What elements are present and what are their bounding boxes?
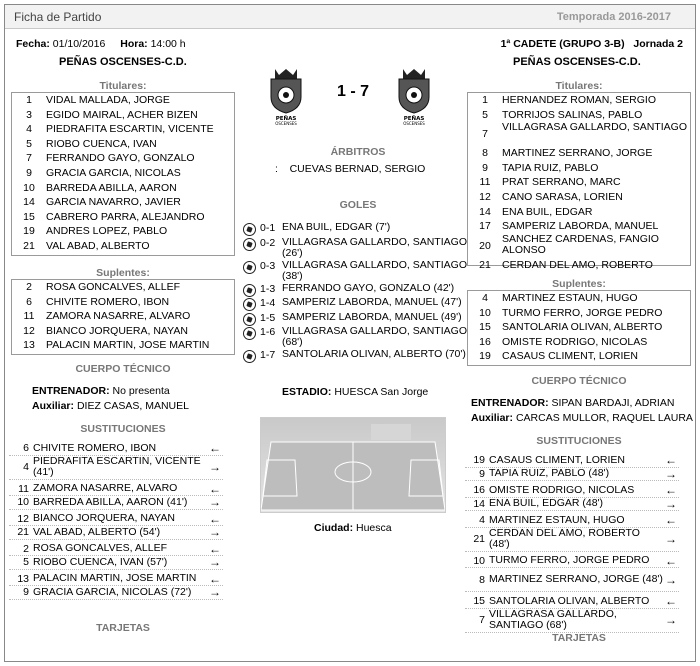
arrow-right-icon: → [209,555,221,570]
player-row [468,335,690,350]
city: Ciudad: Huesca [314,522,392,534]
sub-player-number: 15 [473,595,485,608]
substitution-row [465,484,679,498]
goles-heading: GOLES [339,199,377,211]
player-row [12,324,234,339]
player-name: VILLAGRASA GALLARDO, SANTIAGO [502,122,687,134]
substitution-row [465,498,679,512]
soccer-ball-icon [243,238,256,251]
player-number: 21 [23,239,35,252]
player-name: TURMO FERRO, JORGE PEDRO [502,306,663,319]
arrow-left-icon: ← [209,571,221,586]
player-name: SANTOLARIA OLIVAN, ALBERTO [502,321,663,334]
sub-player-name: TURMO FERRO, JORGE PEDRO [489,554,650,567]
away-crest-icon [391,65,437,127]
arrow-right-icon: → [209,525,221,540]
player-row [12,195,234,210]
player-number: 19 [479,350,491,363]
arrow-left-icon: ← [665,513,677,528]
goal-scorer: SAMPERIZ LABORDA, MANUEL (47') [282,296,462,308]
arrow-right-icon: → [209,495,221,510]
sub-player-number: 12 [17,512,29,525]
player-row [12,295,234,310]
svg-text:OSCENSES: OSCENSES [403,121,425,126]
player-number: 16 [479,335,491,348]
substitution-row [465,454,679,468]
sub-player-name: PIEDRAFITA ESCARTIN, VICENTE (41') [33,455,201,478]
player-name: FERRANDO GAYO, GONZALO [46,152,195,165]
sub-player-name: RIOBO CUENCA, IVAN (57') [33,555,168,568]
player-row [12,239,234,254]
svg-text:PEÑAS: PEÑAS [275,116,297,122]
away-cuerpo-heading: CUERPO TÉCNICO [531,375,627,387]
away-suplentes-heading: Suplentes: [552,278,606,290]
arrow-right-icon: → [209,585,221,600]
arrow-right-icon: → [665,496,677,511]
match-sheet [4,4,696,662]
sub-player-number: 4 [479,514,485,527]
player-number: 15 [23,210,35,223]
goal-row [243,326,473,348]
sub-player-number: 8 [479,573,485,586]
player-number: 8 [482,147,488,160]
player-name: TAPIA RUIZ, PABLO [502,161,599,174]
substitution-row [9,586,223,600]
svg-text:OSCENSES: OSCENSES [275,121,297,126]
sub-player-name: CASAUS CLIMENT, LORIEN [489,453,625,466]
away-titulares-heading: Titulares: [555,80,603,92]
sub-player-number: 10 [17,496,29,509]
goal-score: 0-3 [260,259,276,272]
player-row [12,224,234,239]
player-name: CERDAN DEL AMO, ROBERTO [502,258,653,271]
substitution-row [9,573,223,587]
home-tarjetas-heading: TARJETAS [96,622,150,634]
sub-player-name: OMISTE RODRIGO, NICOLAS [489,483,635,496]
soccer-ball-icon [243,327,256,340]
sub-player-number: 13 [17,572,29,585]
player-row [468,161,690,176]
player-number: 4 [482,292,488,304]
competition-info: 1ª CADETE (GRUPO 3-B) Jornada 2 [500,38,683,50]
player-number: 13 [23,339,35,352]
away-sust-heading: SUSTITUCIONES [536,435,622,447]
player-row [12,210,234,225]
goal-row [243,312,473,326]
home-coach: ENTRENADOR: No presenta [32,385,170,397]
away-substitutions [465,454,679,633]
player-name: BIANCO JORQUERA, NAYAN [46,324,188,337]
svg-text:PEÑAS: PEÑAS [403,116,425,122]
sub-player-number: 16 [473,484,485,497]
sub-player-name: ZAMORA NASARRE, ALVARO [33,482,178,495]
player-name: BARREDA ABILLA, AARON [46,181,177,194]
sub-player-name: MARTINEZ SERRANO, JORGE (48') [489,573,663,585]
player-number: 21 [479,258,491,271]
sub-player-number: 7 [479,614,485,626]
player-number: 11 [23,310,35,323]
sub-player-number: 10 [473,554,485,567]
soccer-ball-icon [243,350,256,363]
sub-player-name: VAL ABAD, ALBERTO (54') [33,525,161,538]
sub-player-number: 9 [23,586,29,599]
sub-player-name: SANTOLARIA OLIVAN, ALBERTO [489,594,650,607]
sub-player-number: 19 [473,454,485,467]
player-row [12,122,234,137]
player-number: 5 [482,108,488,121]
arrow-left-icon: ← [665,453,677,468]
player-name: CANO SARASA, LORIEN [502,190,623,203]
title-bar [5,5,695,29]
player-row [12,93,234,108]
player-row [468,234,690,258]
player-name: ENA BUIL, EDGAR [502,205,593,218]
arrow-right-icon: → [665,613,677,627]
substitution-row [9,483,223,497]
goal-scorer: SAMPERIZ LABORDA, MANUEL (49') [282,310,462,323]
arrow-left-icon: ← [665,553,677,568]
player-number: 9 [482,161,488,174]
goal-score: 1-4 [260,297,276,309]
sub-player-number: 5 [23,556,29,569]
arbitros-heading: ÁRBITROS [330,146,386,158]
season-label: Temporada 2016-2017 [556,11,671,23]
goal-row [243,297,473,311]
sub-player-name: MARTINEZ ESTAUN, HUGO [489,513,625,526]
player-number: 15 [479,321,491,334]
goal-score: 1-3 [260,282,276,295]
player-name: CHIVITE ROMERO, IBON [46,295,170,308]
match-date: Fecha: 01/10/2016 Hora: 14:00 h [16,38,186,50]
player-row [12,166,234,181]
away-coach: ENTRENADOR: SIPAN BARDAJI, ADRIAN [471,397,675,409]
player-row [468,175,690,190]
home-starters-list [11,92,235,256]
home-crest-icon [263,65,309,127]
away-team-name: PEÑAS OSCENSES-C.D. [513,56,641,68]
arrow-left-icon: ← [665,483,677,498]
player-row [12,338,234,353]
arrow-right-icon: → [665,532,677,546]
home-assistant: Auxiliar: DIEZ CASAS, MANUEL [32,400,189,412]
away-subs-list [467,290,691,366]
goal-score: 0-1 [260,222,276,234]
goal-scorer: VILLAGRASA GALLARDO, SANTIAGO (26') [282,235,467,259]
arrow-left-icon: ← [209,541,221,556]
goal-scorer: ENA BUIL, EDGAR (7') [282,221,391,233]
player-row [468,146,690,161]
goal-score: 1-6 [260,326,276,338]
substitution-row [9,496,223,510]
sub-player-number: 9 [479,467,485,480]
arrow-left-icon: ← [209,441,221,456]
sub-player-name: CHIVITE ROMERO, IBON [33,441,157,454]
player-row [12,181,234,196]
player-number: 14 [23,196,35,209]
substitution-row [465,568,679,592]
player-number: 12 [23,324,35,337]
goal-row [243,283,473,297]
stadium-field-image [260,417,446,513]
substitution-row [9,526,223,540]
player-number: 17 [479,220,491,233]
arrow-left-icon: ← [209,481,221,496]
player-name: SANCHEZ CARDENAS, FANGIO ALONSO [502,233,659,256]
substitution-row [465,468,679,482]
substitution-row [465,528,679,552]
sub-player-name: PALACIN MARTIN, JOSE MARTIN [33,572,197,585]
player-number: 20 [479,239,491,252]
sub-player-name: ENA BUIL, EDGAR (48') [489,497,604,510]
sub-player-name: BARREDA ABILLA, AARON (41') [33,495,188,508]
away-tarjetas-heading: TARJETAS [552,632,606,644]
player-row [12,309,234,324]
sub-player-name: CERDAN DEL AMO, ROBERTO (48') [489,527,640,550]
sub-player-number: 4 [23,461,29,473]
player-name: CABRERO PARRA, ALEJANDRO [46,210,205,223]
player-name: PRAT SERRANO, MARC [502,176,621,189]
goal-row [243,222,473,236]
pitch-icon [261,418,445,512]
player-name: HERNANDEZ ROMAN, SERGIO [502,94,657,106]
goal-score: 1-5 [260,311,276,324]
substitution-row [9,442,223,456]
player-name: VIDAL MALLADA, JORGE [46,94,170,106]
player-row [468,190,690,205]
substitution-row [465,609,679,633]
goal-scorer: FERRANDO GAYO, GONZALO (42') [282,281,455,294]
sub-player-number: 2 [23,542,29,555]
home-subs-list [11,279,235,355]
player-number: 5 [26,137,32,150]
player-name: CASAUS CLIMENT, LORIEN [502,350,638,363]
sub-player-number: 11 [18,482,29,495]
page-title: Ficha de Partido [14,10,102,24]
player-name: ROSA GONCALVES, ALLEF [46,281,181,293]
player-row [468,258,690,273]
player-row [468,349,690,364]
sub-player-name: VILLAGRASA GALLARDO, SANTIAGO (68') [489,608,617,631]
substitution-row [465,514,679,528]
substitution-row [9,456,223,480]
sub-player-name: BIANCO JORQUERA, NAYAN [33,512,175,525]
player-row [468,108,690,123]
sub-player-number: 14 [473,497,485,510]
goal-scorer: VILLAGRASA GALLARDO, SANTIAGO (68') [282,325,467,348]
home-suplentes-heading: Suplentes: [96,267,150,279]
player-name: ANDRES LOPEZ, PABLO [46,225,168,238]
player-number: 3 [26,108,32,121]
soccer-ball-icon [243,223,256,236]
player-name: GARCIA NAVARRO, JAVIER [46,196,181,209]
player-name: PALACIN MARTIN, JOSE MARTIN [46,339,210,352]
goal-score: 1-7 [260,349,276,361]
arrow-left-icon: ← [665,594,677,609]
player-number: 11 [479,176,491,189]
player-name: PIEDRAFITA ESCARTIN, VICENTE [46,123,214,136]
player-name: MARTINEZ ESTAUN, HUGO [502,292,638,304]
player-row [468,306,690,321]
goal-row [243,349,473,363]
match-score: 1 - 7 [336,83,369,100]
sub-player-number: 21 [17,526,29,539]
home-sust-heading: SUSTITUCIONES [80,423,166,435]
goal-row [243,237,473,259]
soccer-ball-icon [243,313,256,326]
player-number: 10 [23,181,35,194]
sub-player-name: TAPIA RUIZ, PABLO (48') [489,467,610,480]
player-name: MARTINEZ SERRANO, JORGE [502,147,653,160]
sub-player-name: GRACIA GARCIA, NICOLAS (72') [33,585,192,598]
goal-row [243,260,473,282]
player-row [468,122,690,146]
player-row [12,108,234,123]
home-team-name: PEÑAS OSCENSES-C.D. [59,56,187,68]
referee: : CUEVAS BERNAD, SERGIO [275,163,426,175]
soccer-ball-icon [243,284,256,297]
player-number: 9 [26,166,32,179]
player-number: 1 [482,94,488,106]
sub-player-number: 21 [473,533,485,545]
player-number: 2 [26,281,32,293]
substitution-row [9,513,223,527]
sub-player-name: ROSA GONCALVES, ALLEF [33,542,168,555]
player-name: VAL ABAD, ALBERTO [46,239,150,252]
substitution-row [465,595,679,609]
player-number: 4 [26,123,32,136]
player-number: 7 [482,128,488,141]
player-number: 1 [26,94,32,106]
player-row [12,137,234,152]
player-name: ZAMORA NASARRE, ALVARO [46,310,191,323]
player-name: SAMPERIZ LABORDA, MANUEL [502,220,659,233]
player-name: OMISTE RODRIGO, NICOLAS [502,335,648,348]
player-row [468,320,690,335]
arrow-right-icon: → [209,460,221,474]
away-starters-list [467,92,691,271]
player-number: 12 [479,190,491,203]
player-number: 14 [479,205,491,218]
player-row [468,291,690,306]
away-assistant: Auxiliar: CARCAS MULLOR, RAQUEL LAURA [471,412,693,424]
player-name: TORRIJOS SALINAS, PABLO [502,108,643,121]
player-row [12,151,234,166]
soccer-ball-icon [243,298,256,311]
substitution-row [9,556,223,570]
home-titulares-heading: Titulares: [99,80,147,92]
player-number: 10 [479,306,491,319]
player-name: GRACIA GARCIA, NICOLAS [46,166,181,179]
player-number: 19 [23,225,35,238]
player-number: 6 [26,295,32,308]
substitution-row [465,555,679,569]
substitution-row [9,543,223,557]
goal-scorer: VILLAGRASA GALLARDO, SANTIAGO (38') [282,258,467,282]
player-row [468,205,690,220]
goal-score: 0-2 [260,236,276,249]
arrow-right-icon: → [665,466,677,481]
home-cuerpo-heading: CUERPO TÉCNICO [75,363,171,375]
sub-player-number: 6 [23,442,29,455]
player-name: EGIDO MAIRAL, ACHER BIZEN [46,108,198,121]
goal-scorer: SANTOLARIA OLIVAN, ALBERTO (70') [282,348,466,360]
player-row [468,219,690,234]
stadium: ESTADIO: HUESCA San Jorge [282,386,429,398]
soccer-ball-icon [243,261,256,274]
player-row [468,93,690,108]
arrow-right-icon: → [665,572,677,587]
arrow-left-icon: ← [209,511,221,526]
player-name: RIOBO CUENCA, IVAN [46,137,157,150]
player-row [12,280,234,295]
home-substitutions [9,442,223,600]
player-number: 7 [26,152,32,165]
